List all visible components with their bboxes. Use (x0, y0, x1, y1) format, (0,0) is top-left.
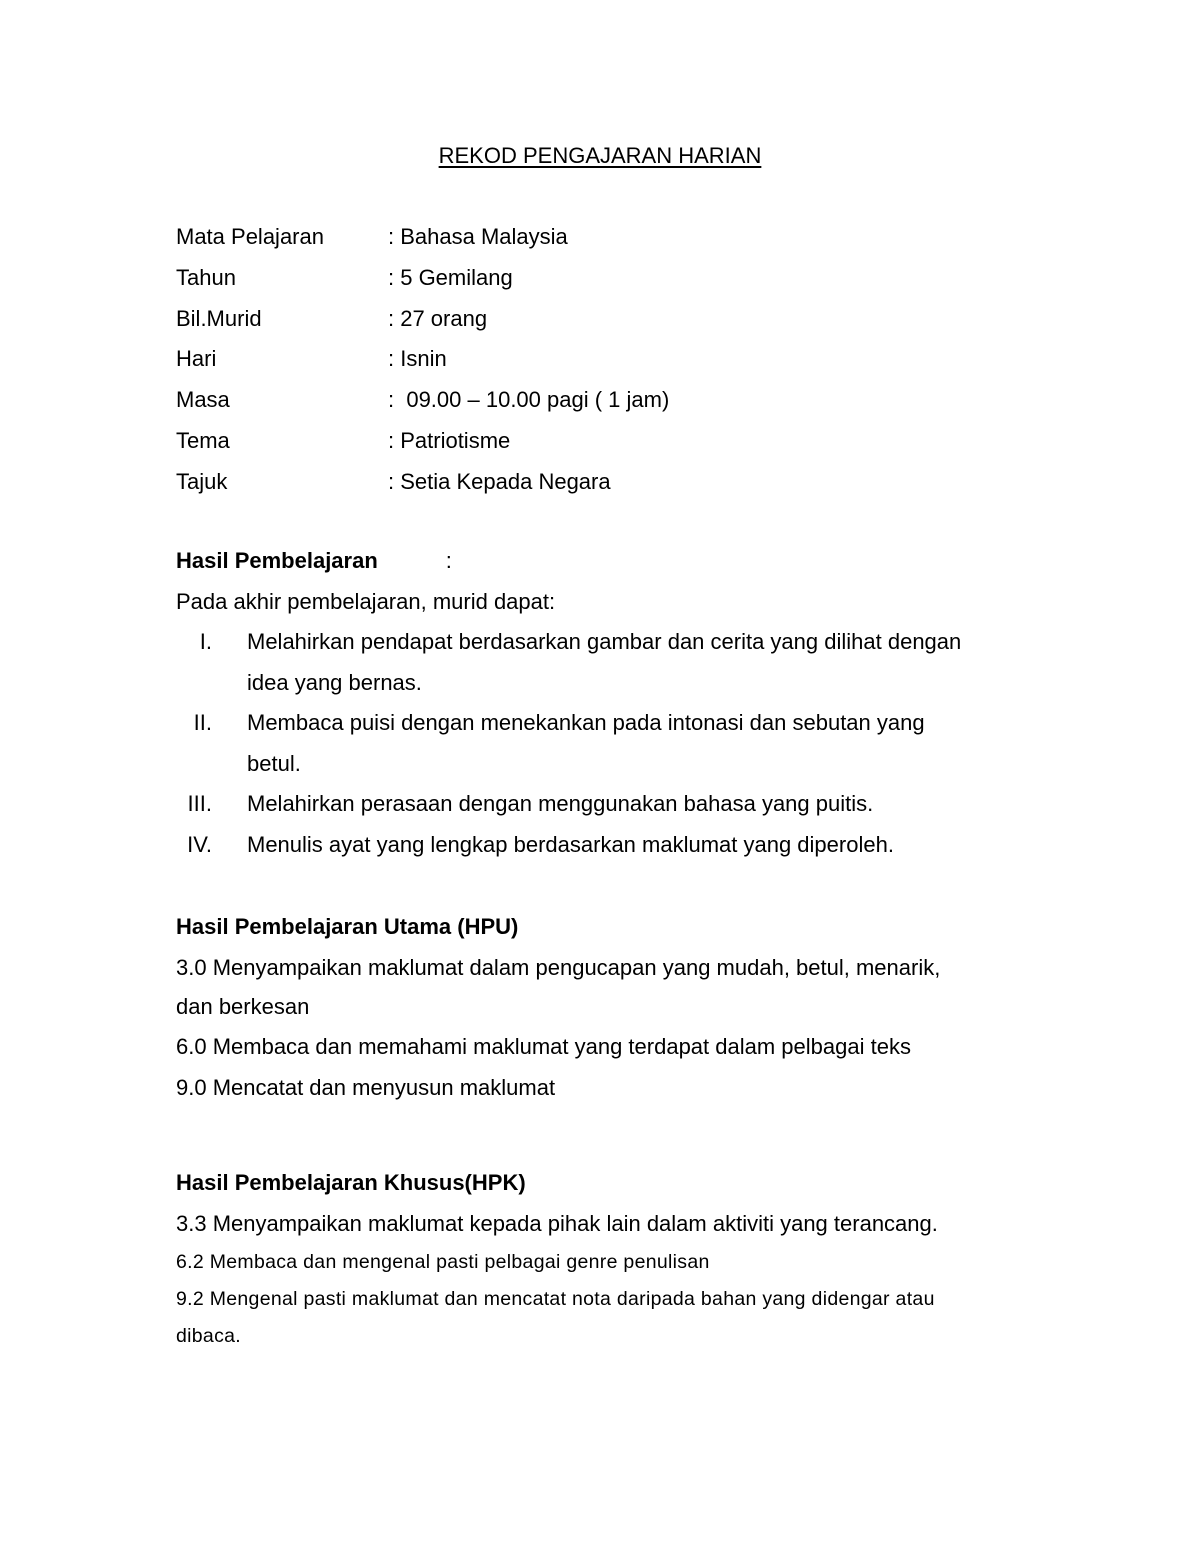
section-heading-text: Hasil Pembelajaran (176, 548, 378, 573)
hpu-section (176, 912, 1056, 1103)
hpk-line: 9.2 Mengenal pasti maklumat dan mencatat nota daripada bahan yang didengar atau (176, 1287, 935, 1310)
hpu-line: dan berkesan (176, 993, 310, 1019)
hpk-line: dibaca. (176, 1324, 241, 1347)
info-label: Tahun (176, 264, 236, 290)
outcome-number: IV. (187, 831, 212, 857)
outcome-line: Melahirkan pendapat berdasarkan gambar dan cerita yang dilihat dengan (247, 629, 962, 654)
info-value: : 27 orang (388, 305, 488, 331)
outcome-line-continued: betul. (247, 750, 301, 776)
outcome-item (176, 708, 1056, 779)
hpu-heading: Hasil Pembelajaran Utama (HPU) (176, 914, 519, 939)
outcome-text (247, 789, 1056, 819)
outcome-line: Menulis ayat yang lengkap berdasarkan maklumat yang diperoleh. (247, 831, 894, 857)
info-label: Hari (176, 346, 217, 372)
learning-outcomes-section (176, 546, 1056, 860)
outcome-line: Membaca puisi dengan menekankan pada intonasi dan sebutan yang (247, 710, 925, 735)
hpk-heading: Hasil Pembelajaran Khusus(HPK) (176, 1170, 526, 1195)
info-label: Tajuk (176, 468, 228, 494)
outcome-line-continued: idea yang bernas. (247, 669, 422, 695)
outcome-number: I. (199, 629, 212, 654)
heading-colon: : (445, 548, 452, 573)
info-value: : Setia Kepada Negara (388, 468, 611, 494)
info-label: Bil.Murid (176, 305, 262, 331)
outcome-item (176, 830, 1056, 860)
hpu-line: 6.0 Membaca dan memahami maklumat yang terdapat dalam pelbagai teks (176, 1034, 911, 1059)
hpu-line: 3.0 Menyampaikan maklumat dalam pengucapan yang mudah, betul, menarik, (176, 954, 941, 980)
info-label: Masa (176, 387, 230, 413)
outcome-text (247, 830, 1056, 860)
outcome-text (247, 627, 1056, 698)
info-value: : Bahasa Malaysia (388, 224, 568, 249)
info-value: : Patriotisme (388, 427, 511, 453)
hpk-small-text (176, 1248, 1056, 1350)
learning-outcomes-heading (176, 546, 1056, 576)
outcome-text (247, 708, 1056, 779)
hpk-section (176, 1168, 1056, 1350)
hpk-line: 3.3 Menyampaikan maklumat kepada pihak lain dalam aktiviti yang terancang. (176, 1210, 938, 1236)
outcome-item (176, 789, 1056, 819)
info-label: Tema (176, 427, 230, 453)
learning-outcomes-intro: Pada akhir pembelajaran, murid dapat: (176, 588, 556, 614)
info-value: : Isnin (388, 346, 447, 372)
outcome-number: III. (187, 791, 212, 816)
hpk-line: 6.2 Membaca dan mengenal pasti pelbagai genre penulisan (176, 1250, 710, 1273)
info-value: : 09.00 – 10.00 pagi ( 1 jam) (388, 387, 670, 413)
info-value: : 5 Gemilang (388, 264, 513, 290)
outcome-number: II. (193, 710, 212, 735)
info-label: Mata Pelajaran (176, 224, 324, 249)
outcome-line: Melahirkan perasaan dengan menggunakan bahasa yang puitis. (247, 791, 874, 816)
outcome-item (176, 627, 1056, 698)
hpu-line: 9.0 Mencatat dan menyusun maklumat (176, 1074, 556, 1100)
document-title: REKOD PENGAJARAN HARIAN (438, 143, 762, 168)
